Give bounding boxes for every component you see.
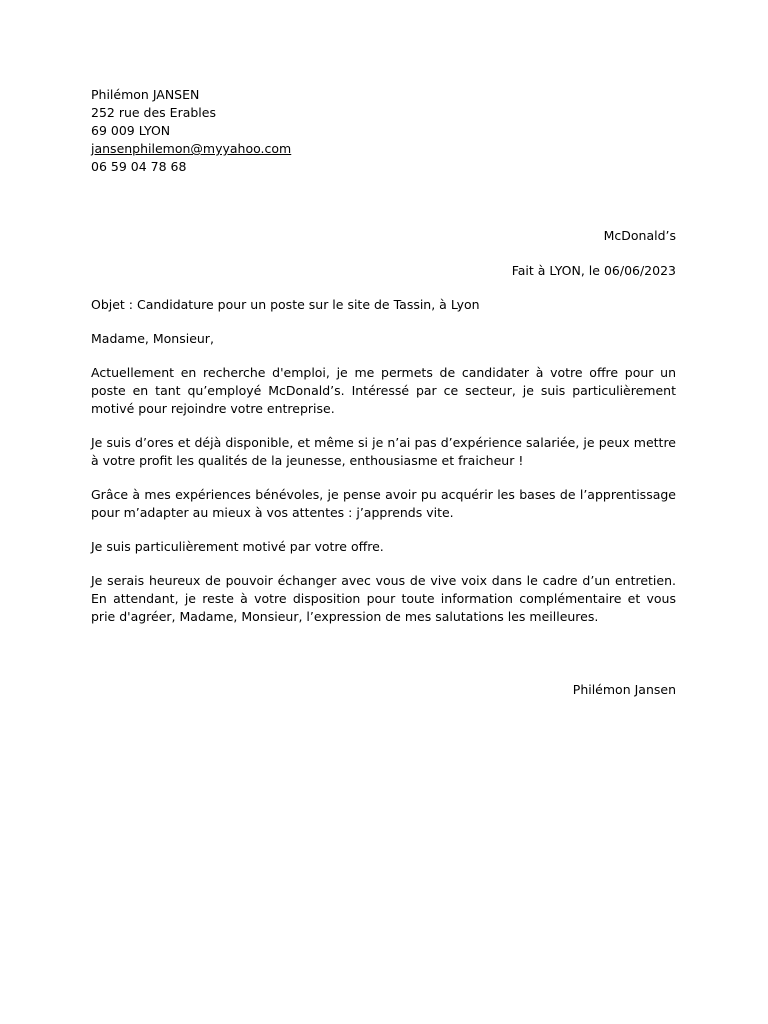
sender-city: 69 009 LYON: [91, 123, 171, 138]
paragraph-intro: Actuellement en recherche d'emploi, je me permets de candidater à votre offre pour un poste en tant qu’employé McDonald’s. Intéressé par ce secteur, je suis particulièrement motivé pour rejoindre votre entreprise.: [91, 365, 676, 416]
date-line: Fait à LYON, le 06/06/2023: [511, 263, 676, 278]
sender-email-link[interactable]: jansenphilemon@myyahoo.com: [91, 141, 292, 156]
paragraph-experience: Grâce à mes expériences bénévoles, je pense avoir pu acquérir les bases de l’apprentissage pour m’adapter au mieux à vos attentes : j’apprends vite.: [91, 487, 676, 520]
sender-name: Philémon JANSEN: [91, 87, 200, 102]
sender-block: [91, 86, 291, 176]
recipient-name: McDonald’s: [603, 228, 676, 243]
paragraph-availability: Je suis d’ores et déjà disponible, et même si je n’ai pas d’expérience salariée, je peux mettre à votre profit les qualités de la jeunesse, enthousiasme et fraicheur !: [91, 435, 676, 468]
salutation: Madame, Monsieur,: [91, 331, 214, 346]
sender-street: 252 rue des Erables: [91, 105, 216, 120]
letter-body: [91, 296, 676, 642]
paragraph-motivation: Je suis particulièrement motivé par votre offre.: [91, 539, 384, 554]
signature: Philémon Jansen: [572, 682, 676, 697]
sender-phone: 06 59 04 78 68: [91, 159, 187, 174]
paragraph-closing: Je serais heureux de pouvoir échanger avec vous de vive voix dans le cadre d’un entretien. En attendant, je reste à votre disposition pour toute information complémentaire et vous prie d'agréer, Madame, Monsieur, l’expression de mes salutations les meilleures.: [91, 573, 676, 624]
subject-line: Objet : Candidature pour un poste sur le site de Tassin, à Lyon: [91, 297, 480, 312]
